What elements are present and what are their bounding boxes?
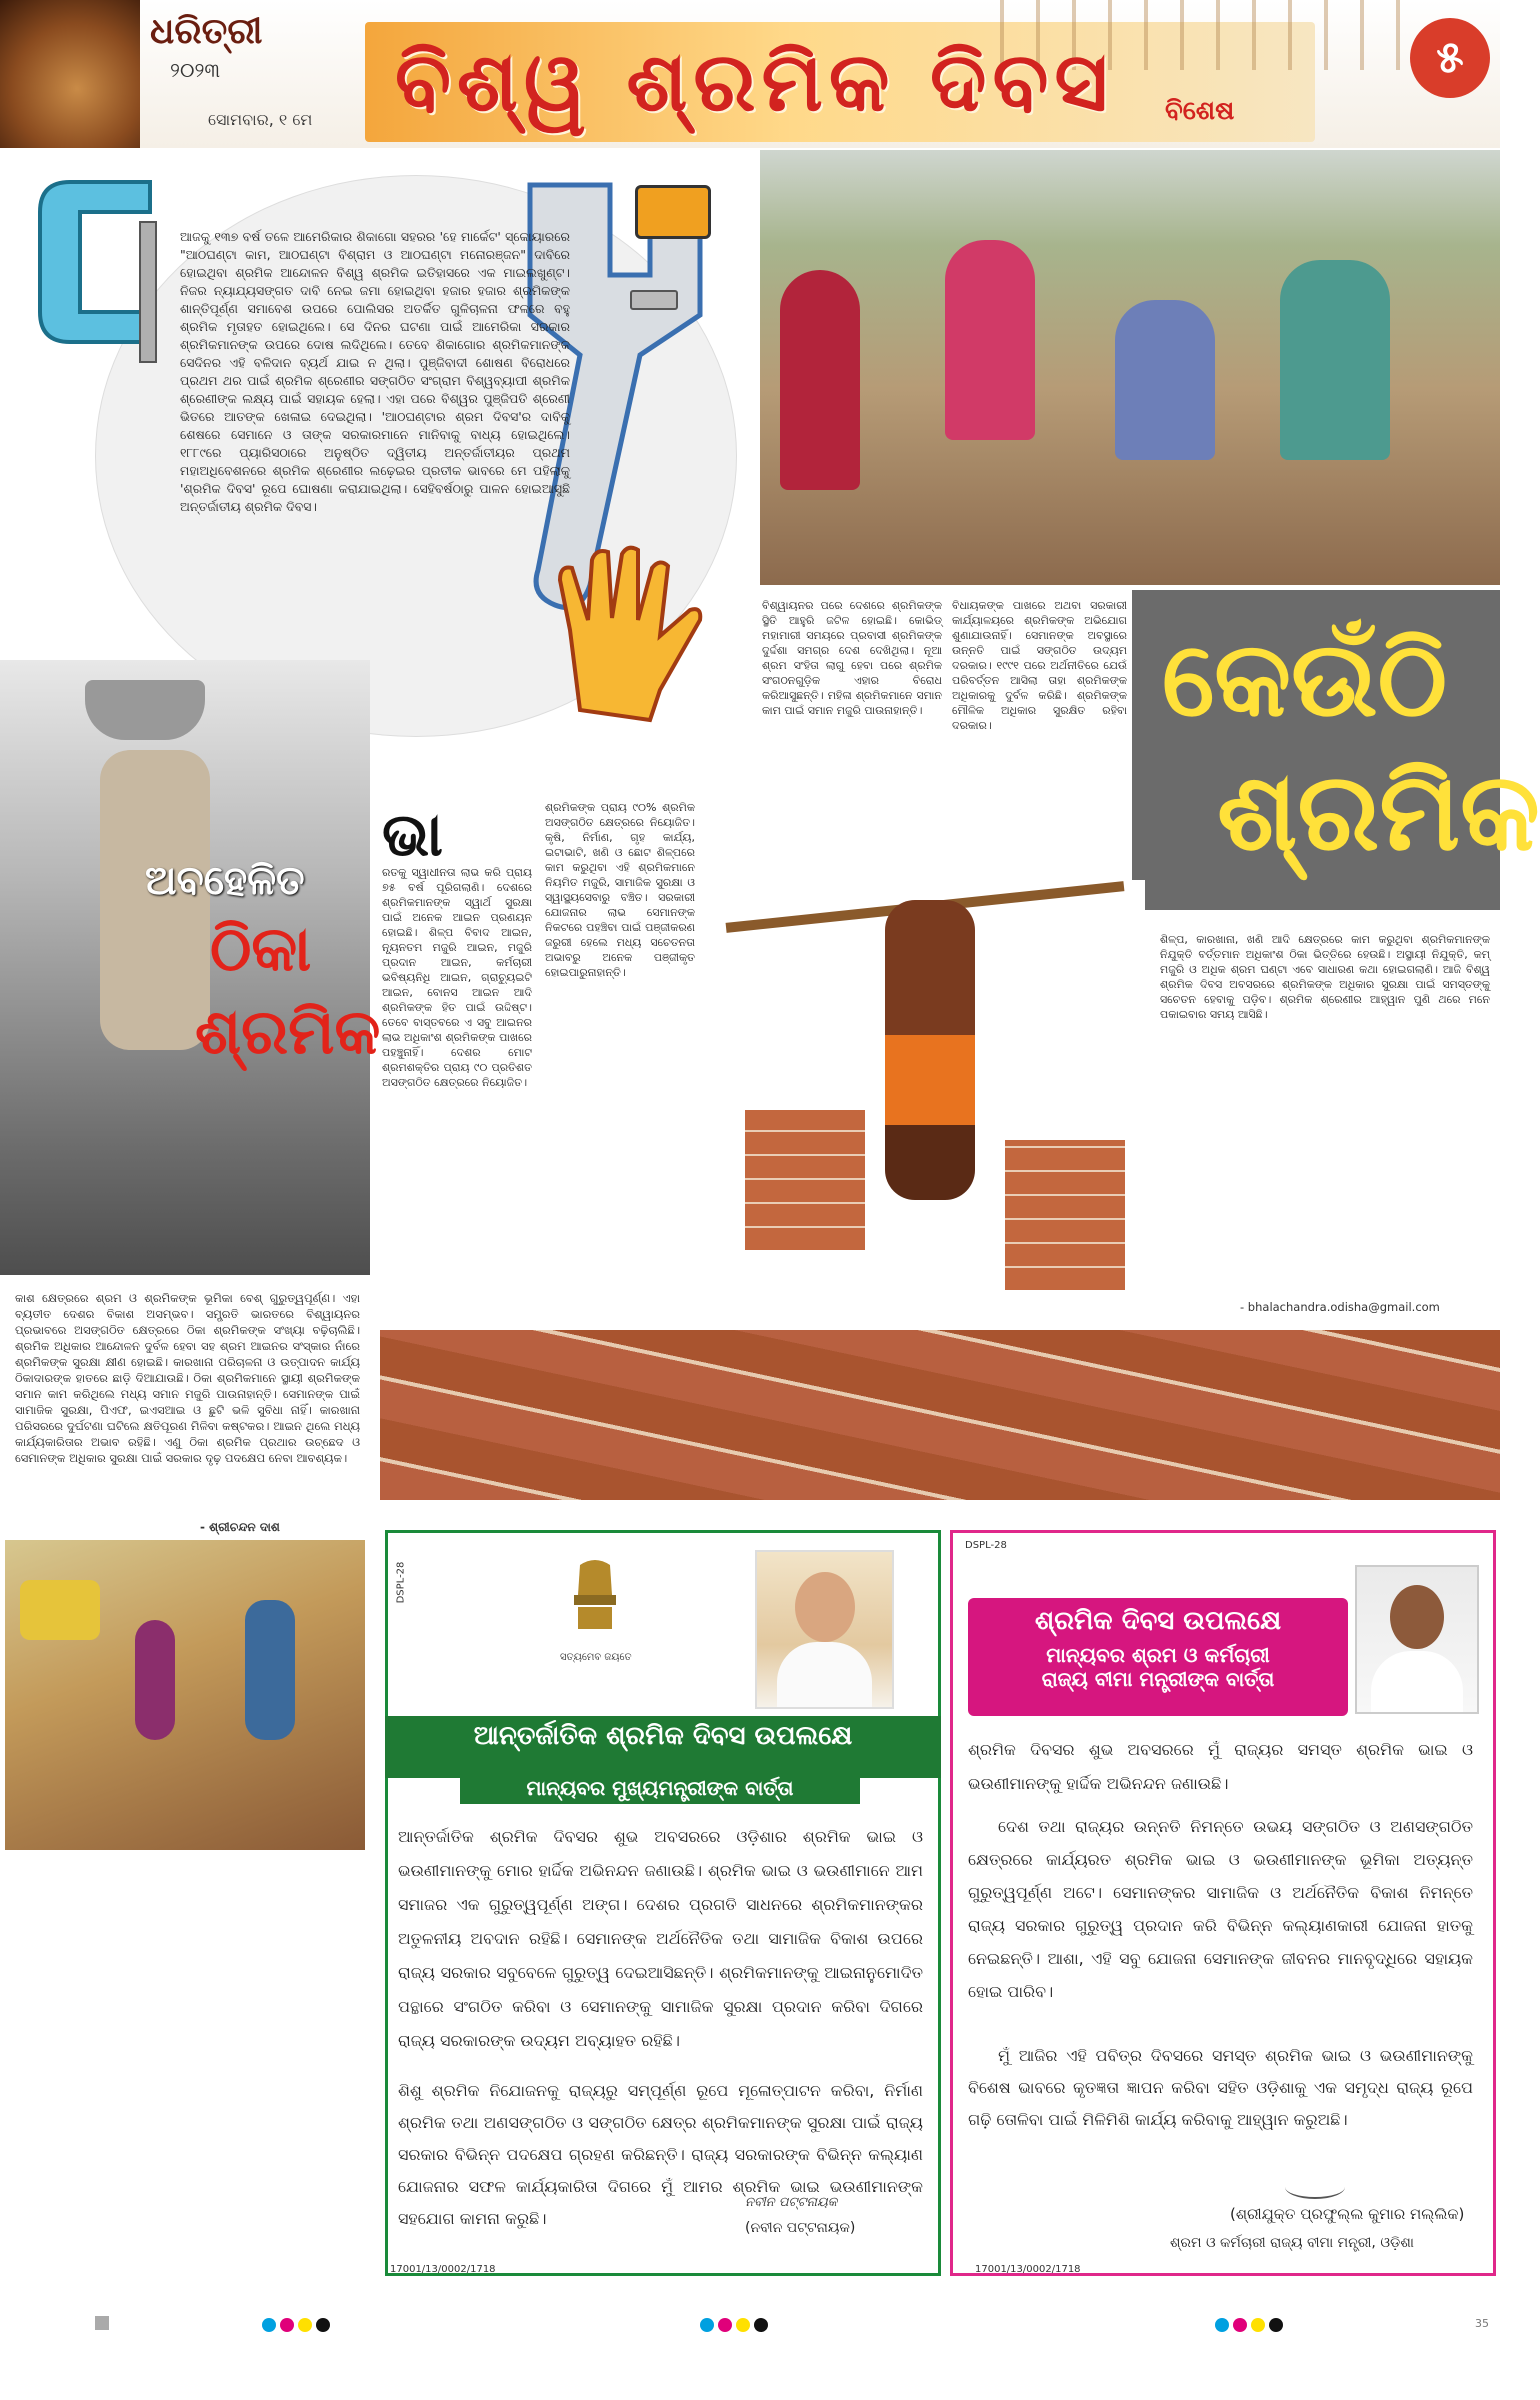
head-basket bbox=[85, 680, 205, 740]
cm-ad-title: ଆନ୍ତର୍ଜାତିକ ଶ୍ରମିକ ଦିବସ ଉପଲକ୍ଷେ bbox=[473, 1721, 853, 1751]
color-mark bbox=[316, 2318, 330, 2332]
color-mark bbox=[262, 2318, 276, 2332]
contract-title-line3: ଶ୍ରମିକ bbox=[195, 995, 381, 1068]
author-email: - bhalachandra.odisha@gmail.com bbox=[1240, 1300, 1440, 1314]
brick-stack-left bbox=[745, 1110, 865, 1250]
page-title: ବିଶ୍ୱ ଶ୍ରମିକ ଦିବସ bbox=[395, 34, 1114, 130]
minister-designation: ଶ୍ରମ ଓ କର୍ମଚାରୀ ରାଜ୍ୟ ବୀମା ମନ୍ତ୍ରୀ, ଓଡ଼ିଶା bbox=[1170, 2235, 1414, 2251]
minister-ad-para-3: ମୁଁ ଆଜିର ଏହି ପବିତ୍ର ଦିବସରେ ସମସ୍ତ ଶ୍ରମିକ ଭାଇ ଓ ଭଉଣୀମାନଙ୍କୁ ବିଶେଷ ଭାବରେ କୃତଜ୍ଞତା ଜ୍ଞାପନ କରିବା ସହିତ ଓଡ଼ିଶାକୁ ଏକ ସମୃଦ୍ଧ ରାଜ୍ୟ ରୂପେ ଗଢ଼ି ତୋଳିବା ପାଇଁ ମିଳିମିଶି କାର୍ଯ୍ୟ କରିବାକୁ ଆହ୍ୱାନ କରୁଅଛି। bbox=[968, 2046, 1473, 2129]
contract-body: କାଶ କ୍ଷେତ୍ରରେ ଶ୍ରମ ଓ ଶ୍ରମିକଙ୍କ ଭୂମିକା ବେଶ୍ ଗୁରୁତ୍ୱପୂର୍ଣ୍ଣ। ଏହା ବ୍ୟତୀତ ଦେଶର ବିକାଶ ଅସମ୍ଭବ। ସମ୍ପ୍ରତି ଭାରତରେ ବିଶ୍ୱାୟନର ପ୍ରଭାବରେ ଅସଙ୍ଗଠିତ କ୍ଷେତ୍ରରେ ଠିକା ଶ୍ରମିକଙ୍କ ସଂଖ୍ୟା ବଢ଼ିଚାଲିଛି। ଶ୍ରମିକ ଅଧିକାର ଆନ୍ଦୋଳନ ଦୁର୍ବଳ ହେବା ସହ ଶ୍ରମ ଆଇନର ସଂସ୍କାର ନାଁରେ ଶ୍ରମିକଙ୍କ ସୁରକ୍ଷା କ୍ଷୀଣ ହୋଇଛି। କାରଖାନା ପରିଚାଳନା ଓ ଉତ୍ପାଦନ କାର୍ଯ୍ୟ ଠିକାଦାରଙ୍କ ହାତରେ ଛାଡ଼ି ଦିଆଯାଉଛି। ଠିକା ଶ୍ରମିକମାନେ ସ୍ଥାୟୀ ଶ୍ରମିକଙ୍କ ସମାନ କାମ କରିଥିଲେ ମଧ୍ୟ ସମାନ ମଜୁରି ପାଉନାହାନ୍ତି। ସେମାନଙ୍କ ପାଇଁ ସାମାଜିକ ସୁରକ୍ଷା, ପିଏଫ, ଇଏସଆଇ ଓ ଛୁଟି ଭଳି ସୁବିଧା ନାହିଁ। କାରଖାନା ପରିସରରେ ଦୁର୍ଘଟଣା ଘଟିଲେ କ୍ଷତିପୂରଣ ମିଳିବା କଷ୍ଟକର। ଆଇନ ଥିଲେ ମଧ୍ୟ କାର୍ଯ୍ୟକାରିତାର ଅଭାବ ରହିଛି। ଏଣୁ ଠିକା ଶ୍ରମିକ ପ୍ରଥାର ଉଚ୍ଛେଦ ଓ ସେମାନଙ୍କ ଅଧିକାର ସୁରକ୍ଷା ପାଇଁ ସରକାର ଦୃଢ଼ ପଦକ୍ଷେପ ନେବା ଆବଶ୍ୟକ। bbox=[15, 1291, 360, 1465]
women-workers-photo bbox=[760, 150, 1500, 585]
color-mark bbox=[1251, 2318, 1265, 2332]
cm-ad-para-2: ଶିଶୁ ଶ୍ରମିକ ନିଯୋଜନକୁ ରାଜ୍ୟରୁ ସମ୍ପୂର୍ଣ୍ଣ ରୂପେ ମୂଳୋତ୍ପାଟନ କରିବା, ନିର୍ମାଣ ଶ୍ରମିକ ତଥା ଅଣସଙ୍ଗଠିତ ଓ ସଙ୍ଗଠିତ କ୍ଷେତ୍ର ଶ୍ରମିକମାନଙ୍କ ସୁରକ୍ଷା ପାଇଁ ରାଜ୍ୟ ସରକାର ବିଭିନ୍ନ ପଦକ୍ଷେପ ଗ୍ରହଣ କରିଛନ୍ତି। ରାଜ୍ୟ ସରକାରଙ୍କ ବିଭିନ୍ନ କଲ୍ୟାଣ ଯୋଜନାର ସଫଳ କାର୍ଯ୍ୟକାରିତା ଦିଗରେ ମୁଁ ଆମର ଶ୍ରମିକ ଭାଇ ଭଉଣୀମାନଙ୍କ ସହଯୋଗ କାମନା କରୁଛି। bbox=[398, 2081, 923, 2228]
worker-figure bbox=[1280, 260, 1390, 460]
worker-figure bbox=[780, 270, 860, 490]
brand-year: ୨୦୨୩ bbox=[170, 58, 221, 82]
cm-signature: ନବୀନ ପଟ୍ଟନାୟକ bbox=[745, 2195, 838, 2210]
kenthi-col-3: ବିଶ୍ୱାୟନର ପରେ ଦେଶରେ ଶ୍ରମିକଙ୍କ ସ୍ଥିତି ଆହୁରି ଜଟିଳ ହୋଇଛି। କୋଭିଡ୍ ମହାମାରୀ ସମୟରେ ପ୍ରବାସୀ ଶ୍ରମିକଙ୍କ ଦୁର୍ଦ୍ଦଶା ସମଗ୍ର ଦେଶ ଦେଖିଥିଲା। ନୂଆ ଶ୍ରମ ସଂହିତା ଲାଗୁ ହେବା ପରେ ଶ୍ରମିକ ସଂଗଠନଗୁଡ଼ିକ ଏହାର ବିରୋଧ କରିଆସୁଛନ୍ତି। ମହିଳା ଶ୍ରମିକମାନେ ସମାନ କାମ ପାଇଁ ସମାନ ମଜୁରି ପାଉନାହାନ୍ତି। bbox=[762, 599, 942, 717]
kenthi-col-4: ବିଧାୟକଙ୍କ ପାଖରେ ଅଥବା ସରକାରୀ କାର୍ଯ୍ୟାଳୟରେ ଶ୍ରମିକଙ୍କ ଅଭିଯୋଗ ଶୁଣାଯାଉନାହିଁ। ସେମାନଙ୍କ ଅବସ୍ଥାରେ ଉନ୍ନତି ପାଇଁ ସଙ୍ଗଠିତ ଉଦ୍ୟମ ଦରକାର। ୧୯୯୧ ପରେ ଅର୍ଥନୀତିରେ ଯେଉଁ ପରିବର୍ତ୍ତନ ଆସିଲା ତାହା ଶ୍ରମିକଙ୍କ ଅଧିକାରକୁ ଦୁର୍ବଳ କରିଛି। ଶ୍ରମିକଙ୍କ ମୌଳିକ ଅଧିକାର ସୁରକ୍ଷିତ ରହିବା ଦରକାର। bbox=[952, 599, 1127, 732]
screw-icon bbox=[630, 290, 678, 310]
portrait-face bbox=[795, 1572, 855, 1642]
cm-ad-para-1: ଆନ୍ତର୍ଜାତିକ ଶ୍ରମିକ ଦିବସର ଶୁଭ ଅବସରରେ ଓଡ଼ିଶାର ଶ୍ରମିକ ଭାଇ ଓ ଭଉଣୀମାନଙ୍କୁ ମୋର ହାର୍ଦ୍ଦିକ ଅଭିନନ୍ଦନ ଜଣାଉଛି। ଶ୍ରମିକ ଭାଇ ଓ ଭଉଣୀମାନେ ଆମ ସମାଜର ଏକ ଗୁରୁତ୍ୱପୂର୍ଣ୍ଣ ଅଙ୍ଗ। ଦେଶର ପ୍ରଗତି ସାଧନରେ ଶ୍ରମିକମାନଙ୍କର ଅତୁଳନୀୟ ଅବଦାନ ରହିଛି। ସେମାନଙ୍କ ଅର୍ଥନୈତିକ ତଥା ସାମାଜିକ ବିକାଶ ଉପରେ ରାଜ୍ୟ ସରକାର ସବୁବେଳେ ଗୁରୁତ୍ୱ ଦେଇଆସିଛନ୍ତି। ଶ୍ରମିକମାନଙ୍କୁ ଆଇନାନୁମୋଦିତ ପନ୍ଥାରେ ସଂଗଠିତ କରିବା ଓ ସେମାନଙ୍କୁ ସାମାଜିକ ସୁରକ୍ଷା ପ୍ରଦାନ କରିବା ଦିଗରେ ରାଜ୍ୟ ସରକାରଙ୍କ ଉଦ୍ୟମ ଅବ୍ୟାହତ ରହିଛି। bbox=[398, 1827, 923, 2050]
worker-figure bbox=[245, 1600, 295, 1740]
issue-date: ସୋମବାର, ୧ ମେ bbox=[208, 110, 313, 129]
page-number-badge: ୫ bbox=[1410, 18, 1490, 98]
worker-figure bbox=[885, 900, 975, 1200]
portrait-body bbox=[1371, 1651, 1463, 1712]
cm-ad-code: DSPL-28 bbox=[395, 1561, 407, 1604]
minister-ad-sub-2: ରାଜ୍ୟ ବୀମା ମନ୍ତ୍ରୀଙ୍କ ବାର୍ତ୍ତା bbox=[1041, 1667, 1275, 1691]
minister-portrait bbox=[1355, 1565, 1479, 1714]
minister-ad-para-1: ଶ୍ରମିକ ଦିବସର ଶୁଭ ଅବସରରେ ମୁଁ ରାଜ୍ୟର ସମସ୍ତ ଶ୍ରମିକ ଭାଇ ଓ ଭଉଣୀମାନଙ୍କୁ ହାର୍ଦ୍ଦିକ ଅଭିନନ୍ଦନ ଜଣାଉଛି। bbox=[968, 1740, 1473, 1793]
color-mark bbox=[1215, 2318, 1229, 2332]
color-mark bbox=[1233, 2318, 1247, 2332]
portrait-face bbox=[1390, 1585, 1444, 1649]
kenthi-col-5: ଶିଳ୍ପ, କାରଖାନା, ଖଣି ଆଦି କ୍ଷେତ୍ରରେ କାମ କରୁଥିବା ଶ୍ରମିକମାନଙ୍କ ନିଯୁକ୍ତି ବର୍ତ୍ତମାନ ଅଧିକାଂଶ ଠିକା ଭିତ୍ତିରେ ହେଉଛି। ଅସ୍ଥାୟୀ ନିଯୁକ୍ତି, କମ୍ ମଜୁରି ଓ ଅଧିକ ଶ୍ରମ ଘଣ୍ଟା ଏବେ ସାଧାରଣ କଥା ହୋଇଗଲାଣି। ଆଜି ବିଶ୍ୱ ଶ୍ରମିକ ଦିବସ ଅବସରରେ ଶ୍ରମିକଙ୍କ ଅଧିକାର ସୁରକ୍ଷା ପାଇଁ ସମସ୍ତଙ୍କୁ ସଚେତନ ହେବାକୁ ପଡ଼ିବ। ଶ୍ରମିକ ଶ୍ରେଣୀର ଆହ୍ୱାନ ପୁଣି ଥରେ ମନେ ପକାଇବାର ସମୟ ଆସିଛି। bbox=[1160, 933, 1490, 1021]
autorickshaw-shape bbox=[20, 1580, 100, 1640]
cm-ad-title-band bbox=[385, 1716, 941, 1778]
minister-ad-sub-1: ମାନ୍ୟବର ଶ୍ରମ ଓ କର୍ମଚାରୀ bbox=[1046, 1643, 1270, 1667]
national-emblem-icon bbox=[560, 1555, 630, 1645]
minister-ad-code: DSPL-28 bbox=[965, 1540, 1007, 1551]
kenthi-title-box bbox=[1132, 590, 1540, 910]
cm-portrait bbox=[755, 1550, 894, 1709]
minister-ad-title-band bbox=[968, 1598, 1348, 1716]
registration-mark bbox=[95, 2316, 109, 2330]
portrait-body bbox=[777, 1642, 872, 1707]
color-mark bbox=[736, 2318, 750, 2332]
kenthi-title-line1: କେଉଁଠି bbox=[1162, 618, 1447, 740]
contract-title-line2: ଠିକା bbox=[210, 912, 312, 985]
page-subtitle: ବିଶେଷ bbox=[1165, 96, 1235, 126]
brick-stack-right bbox=[1005, 1140, 1125, 1290]
kenthi-col-2: ଶ୍ରମିକଙ୍କ ପ୍ରାୟ ୯୦% ଶ୍ରମିକ ଅସଙ୍ଗଠିତ କ୍ଷେତ୍ରରେ ନିୟୋଜିତ। କୃଷି, ନିର୍ମାଣ, ଗୃହ କାର୍ଯ୍ୟ, ଇଟାଭାଟି, ଖଣି ଓ ଛୋଟ ଶିଳ୍ପରେ କାମ କରୁଥିବା ଏହି ଶ୍ରମିକମାନେ ନିୟମିତ ମଜୁରି, ସାମାଜିକ ସୁରକ୍ଷା ଓ ସ୍ୱାସ୍ଥ୍ୟସେବାରୁ ବଞ୍ଚିତ। ସରକାରୀ ଯୋଜନାର ଲାଭ ସେମାନଙ୍କ ନିକଟରେ ପହଞ୍ଚିବା ପାଇଁ ପଞ୍ଜୀକରଣ ଜରୁରୀ ହେଲେ ମଧ୍ୟ ସଚେତନତା ଅଭାବରୁ ଅନେକ ପଞ୍ଜୀକୃତ ହୋଇପାରୁନାହାନ୍ତି। bbox=[545, 801, 695, 979]
contract-title-line1: ଅବହେଳିତ bbox=[145, 858, 305, 904]
color-mark bbox=[280, 2318, 294, 2332]
clamp-icon bbox=[30, 162, 190, 372]
masthead-photo bbox=[0, 0, 140, 148]
brand-name: ଧରିତ୍ରୀ bbox=[150, 10, 263, 52]
road-workers-photo bbox=[5, 1540, 365, 1850]
intro-text: ଆଜକୁ ୧୩୭ ବର୍ଷ ତଳେ ଆମେରିକାର ଶିକାଗୋ ସହରର 'ହେ ମାର୍କେଟ' ସ୍କୋୟାରରେ "ଆଠଘଣ୍ଟା କାମ, ଆଠଘଣ୍ଟା ବିଶ୍ରାମ ଓ ଆଠଘଣ୍ଟା ମନୋରଞ୍ଜନ" ଦାବିରେ ହୋଇଥିବା ଶ୍ରମିକ ଆନ୍ଦୋଳନ ବିଶ୍ୱ ଶ୍ରମିକ ଇତିହାସରେ ଏକ ମାଇଲଖୁଣ୍ଟ। ନିଜର ନ୍ୟାଯ୍ୟସଙ୍ଗତ ଦାବି ନେଇ ଜମା ହୋଇଥିବା ହଜାର ହଜାର ଶ୍ରମିକଙ୍କ ଶାନ୍ତିପୂର୍ଣ୍ଣ ସମାବେଶ ଉପରେ ପୋଲିସର ଅତର୍କିତ ଗୁଳିଚାଳନା ଫଳରେ ବହୁ ଶ୍ରମିକ ମୃତାହତ ହୋଇଥିଲେ। ସେ ଦିନର ଘଟଣା ପାଇଁ ଆମେରିକା ସରକାର ଶ୍ରମିକମାନଙ୍କ ଉପରେ ଦୋଷ ଲଦିଥିଲେ। ତେବେ ଶିକାଗୋର ଶ୍ରମିକମାନଙ୍କ ସେଦିନର ଏହି ବଳିଦାନ ବ୍ୟର୍ଥ ଯାଇ ନ ଥିଲା। ପୁଞ୍ଜିବାଦୀ ଶୋଷଣ ବିରୋଧରେ ପ୍ରଥମ ଥର ପାଇଁ ଶ୍ରମିକ ଶ୍ରେଣୀର ସଙ୍ଗଠିତ ସଂଗ୍ରାମ ବିଶ୍ୱବ୍ୟାପୀ ଶ୍ରମିକ ଶ୍ରେଣୀଙ୍କ ଲକ୍ଷ୍ୟ ପାଇଁ ସହାୟକ ହେଲା। ଏହା ପରେ ବିଶ୍ୱର ପୁଞ୍ଜିପତି ଶ୍ରେଣୀ ଭିତରେ ଆତଙ୍କ ଖେଳାଇ ଦେଇଥିଲା। 'ଆଠଘଣ୍ଟାର ଶ୍ରମ ଦିବସ'ର ଦାବିକୁ ଶେଷରେ ସେମାନେ ଓ ତାଙ୍କ ସରକାରମାନେ ମାନିବାକୁ ବାଧ୍ୟ ହୋଇଥିଲେ। ୧୮୮୯ରେ ପ୍ୟାରିସଠାରେ ଅନୁଷ୍ଠିତ ଦ୍ୱିତୀୟ ଅନ୍ତର୍ଜାତୀୟର ପ୍ରଥମ ମହାଅଧିବେଶନରେ ଶ୍ରମିକ ଶ୍ରେଣୀର ଲଢ଼େଇର ପ୍ରତୀକ ଭାବରେ ମେ ପହିଲାକୁ 'ଶ୍ରମିକ ଦିବସ' ରୂପେ ଘୋଷଣା କରାଯାଇଥିଲା। ସେହିବର୍ଷଠାରୁ ପାଳନ ହୋଇଆସୁଛି ଅନ୍ତର୍ଜାତୀୟ ଶ୍ରମିକ ଦିବସ। bbox=[180, 229, 570, 514]
minister-name: (ଶ୍ରୀଯୁକ୍ତ ପ୍ରଫୁଲ୍ଲ କୁମାର ମଲ୍ଲିକ) bbox=[1230, 2205, 1465, 2223]
minister-ad-para-2: ଦେଶ ତଥା ରାଜ୍ୟର ଉନ୍ନତି ନିମନ୍ତେ ଉଭୟ ସଙ୍ଗଠିତ ଓ ଅଣସଙ୍ଗଠିତ କ୍ଷେତ୍ରରେ କାର୍ଯ୍ୟରତ ଶ୍ରମିକ ଭାଇ ଓ ଭଉଣୀମାନଙ୍କ ଭୂମିକା ଅତ୍ୟନ୍ତ ଗୁରୁତ୍ୱପୂର୍ଣ୍ଣ ଅଟେ। ସେମାନଙ୍କର ସାମାଜିକ ଓ ଅର୍ଥନୈତିକ ବିକାଶ ନିମନ୍ତେ ରାଜ୍ୟ ସରକାର ଗୁରୁତ୍ୱ ପ୍ରଦାନ କରି ବିଭିନ୍ନ କଲ୍ୟାଣକାରୀ ଯୋଜନା ହାତକୁ ନେଇଛନ୍ତି। ଆଶା, ଏହି ସବୁ ଯୋଜନା ସେମାନଙ୍କ ଜୀବନର ମାନବୃଦ୍ଧିରେ ସହାୟକ ହୋଇ ପାରିବ। bbox=[968, 1817, 1473, 2001]
minister-ad-title: ଶ୍ରମିକ ଦିବସ ଉପଲକ୍ଷେ bbox=[1034, 1606, 1282, 1636]
cm-ad-ref: 17001/13/0002/1718 bbox=[390, 2264, 496, 2275]
color-mark bbox=[754, 2318, 768, 2332]
color-mark bbox=[718, 2318, 732, 2332]
kenthi-col-1: ରତକୁ ସ୍ୱାଧୀନତା ଲାଭ କରି ପ୍ରାୟ ୭୫ ବର୍ଷ ପୂରିଗଲାଣି। ଦେଶରେ ଶ୍ରମିକମାନଙ୍କ ସ୍ୱାର୍ଥ ସୁରକ୍ଷା ପାଇଁ ଅନେକ ଆଇନ ପ୍ରଣୟନ ହୋଇଛି। ଶିଳ୍ପ ବିବାଦ ଆଇନ, ନ୍ୟୂନତମ ମଜୁରି ଆଇନ, ମଜୁରି ପ୍ରଦାନ ଆଇନ, କର୍ମଚାରୀ ଭବିଷ୍ୟନିଧି ଆଇନ, ଗ୍ରାଚ୍ୟୁଇଟି ଆଇନ, ବୋନସ ଆଇନ ଆଦି ଶ୍ରମିକଙ୍କ ହିତ ପାଇଁ ଉଦ୍ଦିଷ୍ଟ। ତେବେ ବାସ୍ତବରେ ଏ ସବୁ ଆଇନର ଲାଭ ଅଧିକାଂଶ ଶ୍ରମିକଙ୍କ ପାଖରେ ପହଞ୍ଚୁନାହିଁ। ଦେଶର ମୋଟ ଶ୍ରମଶକ୍ତିର ପ୍ରାୟ ୯୦ ପ୍ରତିଶତ ଅସଙ୍ଗଠିତ କ୍ଷେତ୍ରରେ ନିୟୋଜିତ। bbox=[382, 866, 532, 1089]
minister-signature-scribble bbox=[1285, 2175, 1345, 2199]
color-mark bbox=[1269, 2318, 1283, 2332]
tape-measure-icon bbox=[635, 185, 711, 239]
contract-author: - ଶ୍ରୀଚନ୍ଦନ ଦାଶ bbox=[200, 1520, 280, 1534]
minister-ad-ref: 17001/13/0002/1718 bbox=[975, 2264, 1081, 2275]
emblem-caption: ସତ୍ୟମେବ ଜୟତେ bbox=[560, 1652, 632, 1663]
brick-carrier-photo bbox=[705, 880, 1145, 1350]
kenthi-title-line2: ଶ୍ରମିକ bbox=[1217, 750, 1540, 875]
worker-figure bbox=[945, 240, 1035, 440]
worker-figure bbox=[1115, 300, 1215, 460]
headload-worker-photo bbox=[0, 660, 370, 1275]
footer-page-mark: 35 bbox=[1475, 2317, 1489, 2330]
cm-name: (ନବୀନ ପଟ୍ଟନାୟକ) bbox=[745, 2220, 856, 2236]
brick-pile-photo bbox=[380, 1330, 1500, 1500]
cm-ad-subtitle: ମାନ୍ୟବର ମୁଖ୍ୟମନ୍ତ୍ରୀଙ୍କ ବାର୍ତ୍ତା bbox=[460, 1772, 860, 1804]
color-mark bbox=[700, 2318, 714, 2332]
worker-figure bbox=[135, 1620, 175, 1740]
drop-cap: ଭା bbox=[382, 800, 443, 870]
color-mark bbox=[298, 2318, 312, 2332]
